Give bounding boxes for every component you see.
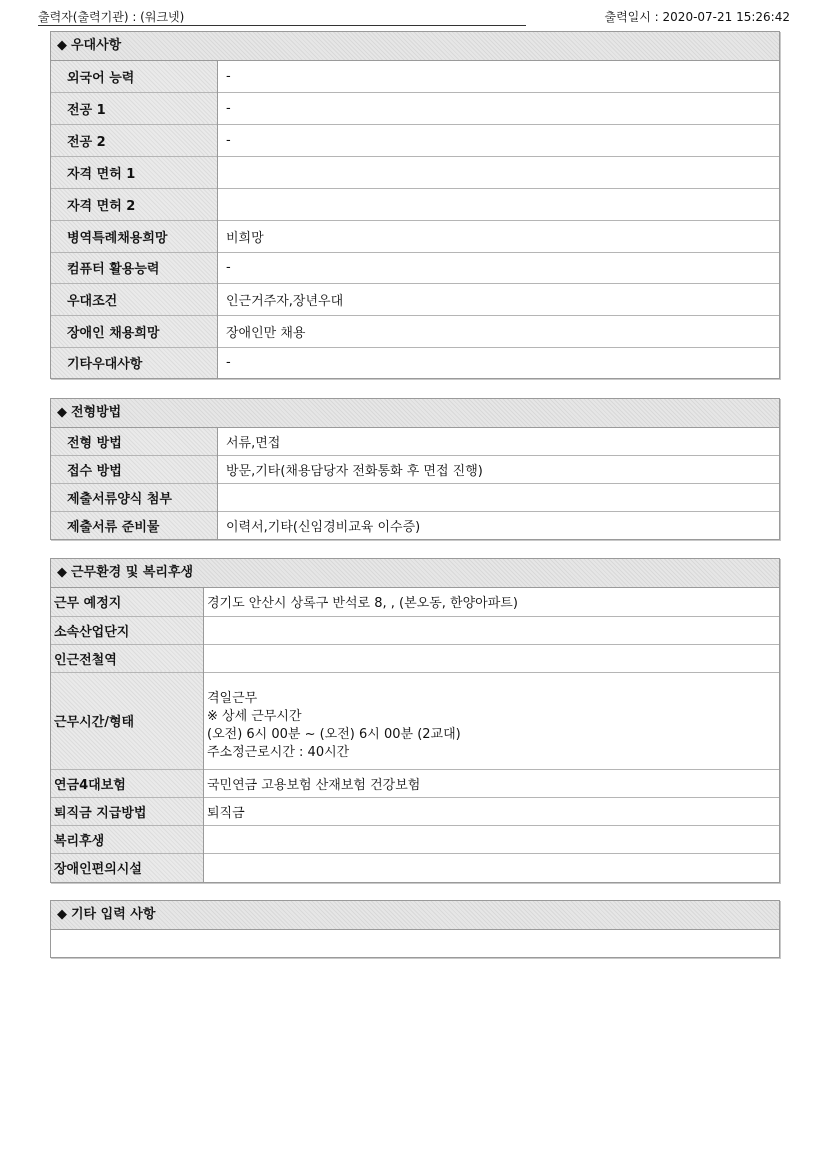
section-title: ◆ 기타 입력 사항 <box>51 901 779 930</box>
work-hours-line: 격일근무 <box>207 690 258 706</box>
row-value: - <box>218 252 780 283</box>
table-row <box>51 511 779 539</box>
diamond-bullet-icon: ◆ <box>57 907 67 922</box>
table-row <box>51 672 779 769</box>
row-value <box>204 644 780 672</box>
table-row <box>51 92 779 124</box>
row-value <box>218 483 780 511</box>
table-row <box>51 483 779 511</box>
row-label: 장애인 채용희망 <box>51 315 218 347</box>
row-label: 제출서류양식 첨부 <box>51 483 218 511</box>
row-value <box>218 156 780 188</box>
work-hours-value <box>204 672 780 769</box>
page-header <box>38 6 790 26</box>
row-label: 전형 방법 <box>51 428 218 455</box>
row-value: 국민연금 고용보험 산재보험 건강보험 <box>204 769 780 797</box>
table-row <box>51 616 779 644</box>
row-label: 접수 방법 <box>51 455 218 483</box>
row-value: 이력서,기타(신임경비교육 이수증) <box>218 511 780 539</box>
row-label: 자격 면허 2 <box>51 188 218 220</box>
diamond-bullet-icon: ◆ <box>57 38 67 53</box>
table-row <box>51 156 779 188</box>
work-env-section <box>50 558 780 883</box>
table-row <box>51 124 779 156</box>
section-title: ◆ 근무환경 및 복리후생 <box>51 559 779 588</box>
other-section <box>50 900 780 958</box>
selection-table <box>51 428 779 539</box>
table-row <box>51 588 779 616</box>
row-label: 자격 면허 1 <box>51 156 218 188</box>
diamond-bullet-icon: ◆ <box>57 565 67 580</box>
row-label: 소속산업단지 <box>51 616 204 644</box>
row-label: 외국어 능력 <box>51 61 218 92</box>
row-label: 제출서류 준비물 <box>51 511 218 539</box>
preferences-section <box>50 31 780 379</box>
table-row <box>51 769 779 797</box>
row-value <box>204 853 780 882</box>
row-value: 장애인만 채용 <box>218 315 780 347</box>
row-label: 인근전철역 <box>51 644 204 672</box>
row-value <box>218 188 780 220</box>
row-label: 병역특례채용희망 <box>51 220 218 252</box>
table-row <box>51 644 779 672</box>
table-row <box>51 853 779 882</box>
selection-section <box>50 398 780 540</box>
row-label: 연금4대보험 <box>51 769 204 797</box>
row-value: 퇴직금 <box>204 797 780 825</box>
table-row <box>51 252 779 283</box>
row-value: 방문,기타(채용담당자 전화통화 후 면접 진행) <box>218 455 780 483</box>
row-value: - <box>218 92 780 124</box>
work-hours-line: (오전) 6시 00분 ~ (오전) 6시 00분 (2교대) <box>207 726 461 742</box>
table-row <box>51 347 779 378</box>
table-row <box>51 825 779 853</box>
row-value: - <box>218 61 780 92</box>
row-label: 장애인편의시설 <box>51 853 204 882</box>
row-label: 컴퓨터 활용능력 <box>51 252 218 283</box>
row-value: 비희망 <box>218 220 780 252</box>
row-value: 인근거주자,장년우대 <box>218 283 780 315</box>
table-row <box>51 188 779 220</box>
header-rule <box>38 25 526 26</box>
row-label: 근무 예정지 <box>51 588 204 616</box>
table-row <box>51 283 779 315</box>
table-row <box>51 797 779 825</box>
diamond-bullet-icon: ◆ <box>57 405 67 420</box>
other-content <box>51 930 779 957</box>
work-hours-line: 주소정근로시간 : 40시간 <box>207 744 350 760</box>
row-label: 전공 1 <box>51 92 218 124</box>
row-label: 우대조건 <box>51 283 218 315</box>
table-row <box>51 455 779 483</box>
row-value <box>204 616 780 644</box>
row-value: - <box>218 124 780 156</box>
preferences-table <box>51 61 779 378</box>
print-datetime: 출력일시 : 2020-07-21 15:26:42 <box>604 10 790 24</box>
table-row <box>51 220 779 252</box>
printer-info: 출력자(출력기관) : (워크넷) <box>38 10 185 24</box>
row-value: 서류,면접 <box>218 428 780 455</box>
row-label: 기타우대사항 <box>51 347 218 378</box>
section-title: ◆ 전형방법 <box>51 399 779 428</box>
row-label: 퇴직금 지급방법 <box>51 797 204 825</box>
table-row <box>51 428 779 455</box>
row-label: 전공 2 <box>51 124 218 156</box>
table-row <box>51 315 779 347</box>
row-value: 경기도 안산시 상록구 반석로 8, , (본오동, 한양아파트) <box>204 588 780 616</box>
row-label: 근무시간/형태 <box>51 672 204 769</box>
table-row <box>51 61 779 92</box>
work-hours-line: ※ 상세 근무시간 <box>207 708 302 724</box>
row-value: - <box>218 347 780 378</box>
work-env-table <box>51 588 779 882</box>
row-value <box>204 825 780 853</box>
section-title: ◆ 우대사항 <box>51 32 779 61</box>
row-label: 복리후생 <box>51 825 204 853</box>
